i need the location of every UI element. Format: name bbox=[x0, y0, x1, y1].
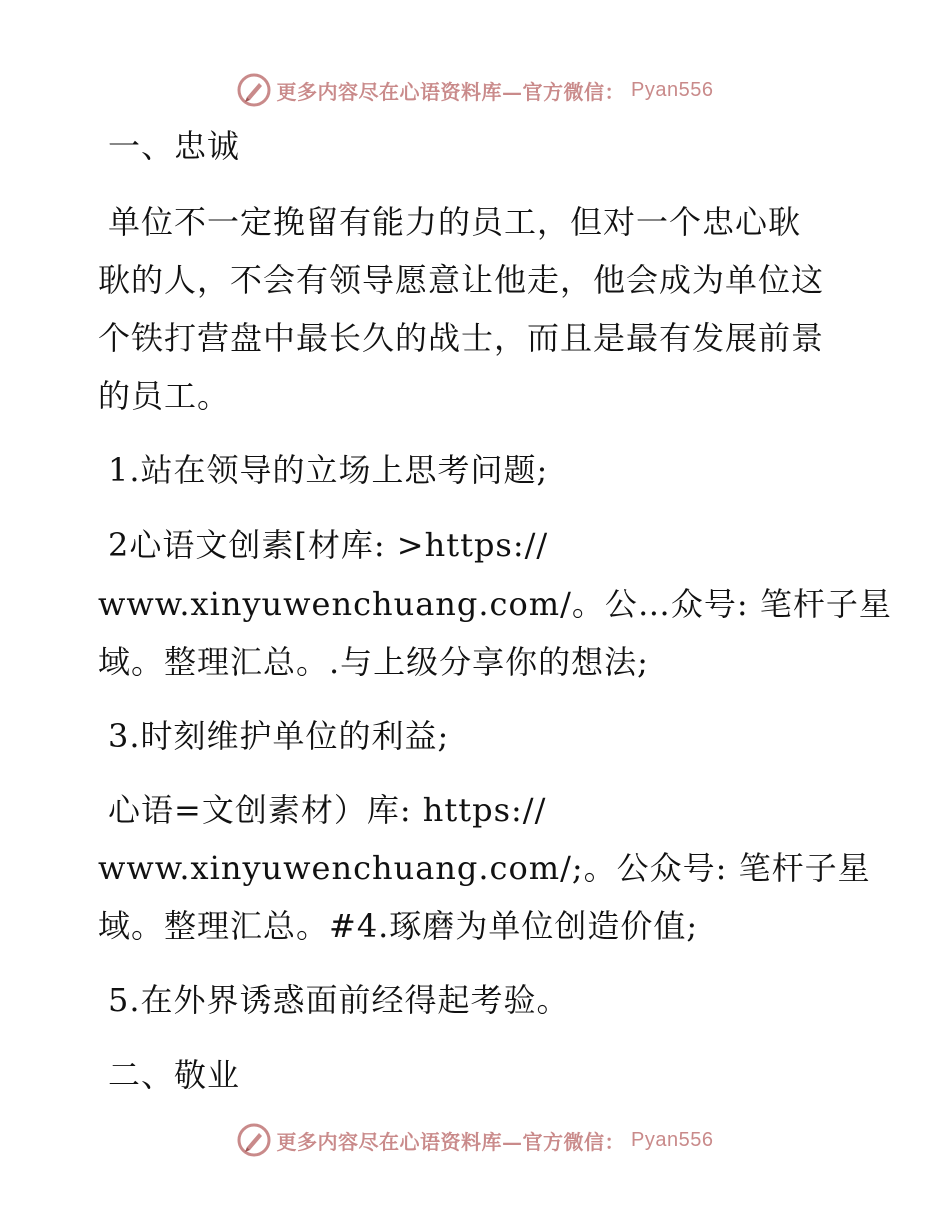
paragraph-line: 个铁打营盘中最长久的战士，而且是最有发展前景 bbox=[98, 319, 825, 357]
list-item: 5.在外界诱惑面前经得起考验。 bbox=[108, 981, 570, 1019]
watermark-wechat-id: Pyan556 bbox=[631, 78, 714, 101]
list-item-continued: 域。整理汇总。#4.琢磨为单位创造价值; bbox=[98, 907, 699, 945]
pen-logo-icon bbox=[237, 1123, 271, 1157]
list-item: 心语=文创素材）库: https:// bbox=[108, 791, 547, 829]
list-item: 3.时刻维护单位的利益; bbox=[108, 717, 450, 755]
header-watermark bbox=[0, 70, 950, 110]
list-item-continued: www.xinyuwenchuang.com/;。公众号: 笔杆子星 bbox=[98, 849, 871, 887]
heading-dedication: 二、敬业 bbox=[108, 1056, 241, 1094]
list-item: 1.站在领导的立场上思考问题; bbox=[108, 451, 549, 489]
paragraph-line: 耿的人，不会有领导愿意让他走，他会成为单位这 bbox=[98, 261, 825, 299]
heading-loyalty: 一、忠诚 bbox=[108, 127, 241, 165]
paragraph-line: 的员工。 bbox=[98, 377, 231, 415]
watermark-wechat-id: Pyan556 bbox=[631, 1128, 714, 1151]
footer-watermark bbox=[0, 1120, 950, 1160]
list-item-continued: 域。整理汇总。.与上级分享你的想法; bbox=[98, 643, 649, 681]
paragraph-line: 单位不一定挽留有能力的员工，但对一个忠心耿 bbox=[108, 203, 802, 241]
list-item-continued: www.xinyuwenchuang.com/。公…众号: 笔杆子星 bbox=[98, 585, 892, 623]
watermark-text: 更多内容尽在心语资料库—官方微信： bbox=[276, 79, 626, 104]
watermark-text: 更多内容尽在心语资料库—官方微信： bbox=[276, 1129, 626, 1154]
list-item: 2心语文创素[材库: >https:// bbox=[108, 526, 549, 564]
pen-logo-icon bbox=[237, 73, 271, 107]
